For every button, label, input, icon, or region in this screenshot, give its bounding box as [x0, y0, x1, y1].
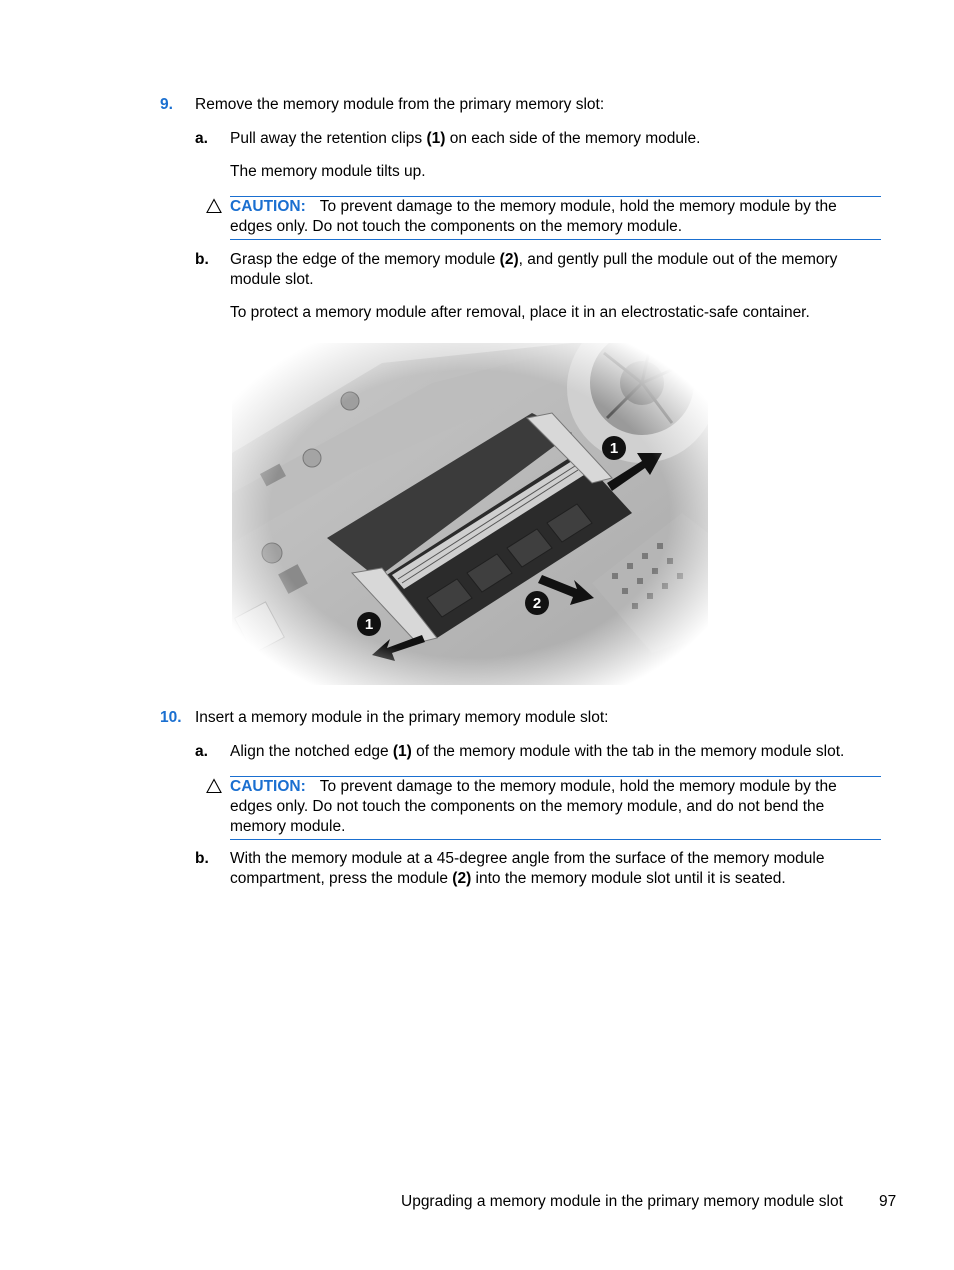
substep-text-pre: Align the notched edge	[230, 743, 393, 760]
callout-ref: (1)	[392, 743, 412, 760]
footer-title: Upgrading a memory module in the primary memory module slot	[401, 1193, 843, 1210]
substep-text-pre: Grasp the edge of the memory module	[230, 251, 500, 268]
substep-text-post: of the memory module with the tab in the memory module slot.	[411, 743, 845, 760]
memory-module-removal-photo	[232, 343, 708, 685]
caution-label: CAUTION:	[230, 778, 306, 795]
substep-label: a.	[195, 743, 208, 760]
callout-ref: (2)	[499, 251, 519, 268]
caution-box	[230, 776, 881, 840]
callout-ref: (2)	[452, 870, 472, 887]
substep-text	[230, 849, 870, 889]
step-number: 9.	[160, 96, 173, 113]
substep-text	[230, 742, 910, 762]
substep-text-post: , and gently pull the module out of the memory module slot.	[230, 251, 838, 288]
substep-text-pre: With the memory module at a 45-degree angle from the surface of the memory module compartment, press the module	[230, 850, 825, 887]
step-text: Insert a memory module in the primary memory module slot:	[195, 709, 609, 726]
substep-text-pre: Pull away the retention clips	[230, 130, 427, 147]
caution-text: To prevent damage to the memory module, hold the memory module by the edges only. Do not touch the components on the memory module.	[230, 198, 837, 235]
substep-text	[230, 250, 880, 290]
caution-triangle-icon	[206, 198, 222, 214]
substep-result: To protect a memory module after removal, place it in an electrostatic-safe container.	[230, 304, 810, 321]
substep-label: b.	[195, 850, 209, 867]
step-text: Remove the memory module from the primary memory slot:	[195, 96, 605, 113]
caution-text: To prevent damage to the memory module, hold the memory module by the edges only. Do not touch the components on the memory module, and do not bend the memory module.	[230, 778, 837, 835]
substep-text	[230, 129, 890, 149]
substep-text-post: on each side of the memory module.	[445, 130, 701, 147]
substep-text-post: into the memory module slot until it is seated.	[471, 870, 786, 887]
substep-result: The memory module tilts up.	[230, 163, 426, 180]
callout-ref: (1)	[426, 130, 446, 147]
step-number: 10.	[160, 709, 182, 726]
substep-label: a.	[195, 130, 208, 147]
substep-label: b.	[195, 251, 209, 268]
caution-label: CAUTION:	[230, 198, 306, 215]
caution-triangle-icon	[206, 778, 222, 794]
page-number: 97	[879, 1193, 897, 1210]
caution-box	[230, 196, 881, 240]
